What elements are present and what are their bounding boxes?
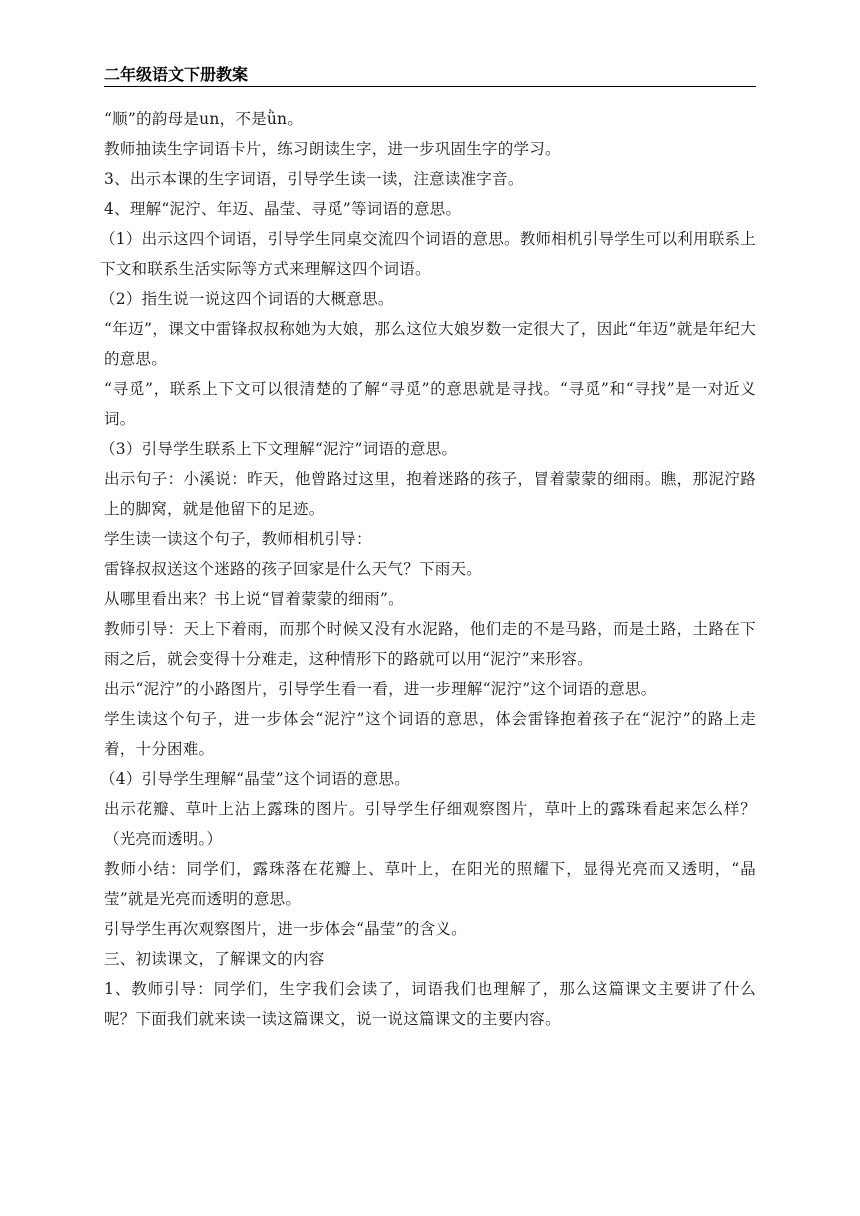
paragraph: “顺”的韵母是un，不是ǜn。 <box>104 110 304 128</box>
paragraph: （3）引导学生联系上下文理解“泥泞”词语的意思。 <box>100 440 458 458</box>
paragraph: “年迈”，课文中雷锋叔叔称她为大娘，那么这位大娘岁数一定很大了，因此“年迈”就是年纪大的意思。 <box>104 320 756 368</box>
paragraph: 3、出示本课的生字词语，引导学生读一读，注意读准字音。 <box>104 170 524 188</box>
paragraph: （1）出示这四个词语，引导学生同桌交流四个词语的意思。教师相机引导学生可以利用联系上下文和联系生活实际等方式来理解这四个词语。 <box>100 230 756 278</box>
paragraph: 教师抽读生字词语卡片，练习朗读生字，进一步巩固生字的学习。 <box>104 140 561 158</box>
paragraph: 出示“泥泞”的小路图片，引导学生看一看，进一步理解“泥泞”这个词语的意思。 <box>104 680 657 698</box>
paragraph: （2）指生说一说这四个词语的大概意思。 <box>100 290 394 308</box>
paragraph: 雷锋叔叔送这个迷路的孩子回家是什么天气？下雨天。 <box>104 560 483 578</box>
document-body <box>100 104 756 1034</box>
paragraph: 学生读一读这个句子，教师相机引导： <box>104 530 372 548</box>
paragraph: 教师引导：天上下着雨，而那个时候又没有水泥路，他们走的不是马路，而是土路，土路在下雨之后，就会变得十分难走，这种情形下的路就可以用“泥泞”来形容。 <box>104 620 756 668</box>
paragraph: （4）引导学生理解“晶莹”这个词语的意思。 <box>100 770 410 788</box>
paragraph: 1、教师引导：同学们，生字我们会读了，词语我们也理解了，那么这篇课文主要讲了什么呢？下面我们就来读一读这篇课文，说一说这篇课文的主要内容。 <box>104 980 756 1028</box>
page-header <box>104 60 756 87</box>
paragraph: 4、理解“泥泞、年迈、晶莹、寻觅”等词语的意思。 <box>104 200 462 218</box>
paragraph: 从哪里看出来？书上说“冒着蒙蒙的细雨”。 <box>104 590 404 608</box>
page-title: 二年级语文下册教案 <box>104 65 249 84</box>
paragraph: 教师小结：同学们，露珠落在花瓣上、草叶上，在阳光的照耀下，显得光亮而又透明，“晶莹”就是光亮而透明的意思。 <box>104 860 756 908</box>
paragraph: “寻觅”，联系上下文可以很清楚的了解“寻觅”的意思就是寻找。“寻觅”和“寻找”是一对近义词。 <box>104 380 756 428</box>
paragraph: 学生读这个句子，进一步体会“泥泞”这个词语的意思，体会雷锋抱着孩子在“泥泞”的路上走着，十分困难。 <box>104 710 756 758</box>
section-heading: 三、初读课文，了解课文的内容 <box>104 950 325 968</box>
paragraph: 出示句子：小溪说：昨天，他曾路过这里，抱着迷路的孩子，冒着蒙蒙的细雨。瞧，那泥泞路上的脚窝，就是他留下的足迹。 <box>104 470 756 518</box>
paragraph: 引导学生再次观察图片，进一步体会“晶莹”的含义。 <box>104 920 467 938</box>
paragraph: 出示花瓣、草叶上沾上露珠的图片。引导学生仔细观察图片，草叶上的露珠看起来怎么样？（光亮而透明。） <box>104 800 756 848</box>
